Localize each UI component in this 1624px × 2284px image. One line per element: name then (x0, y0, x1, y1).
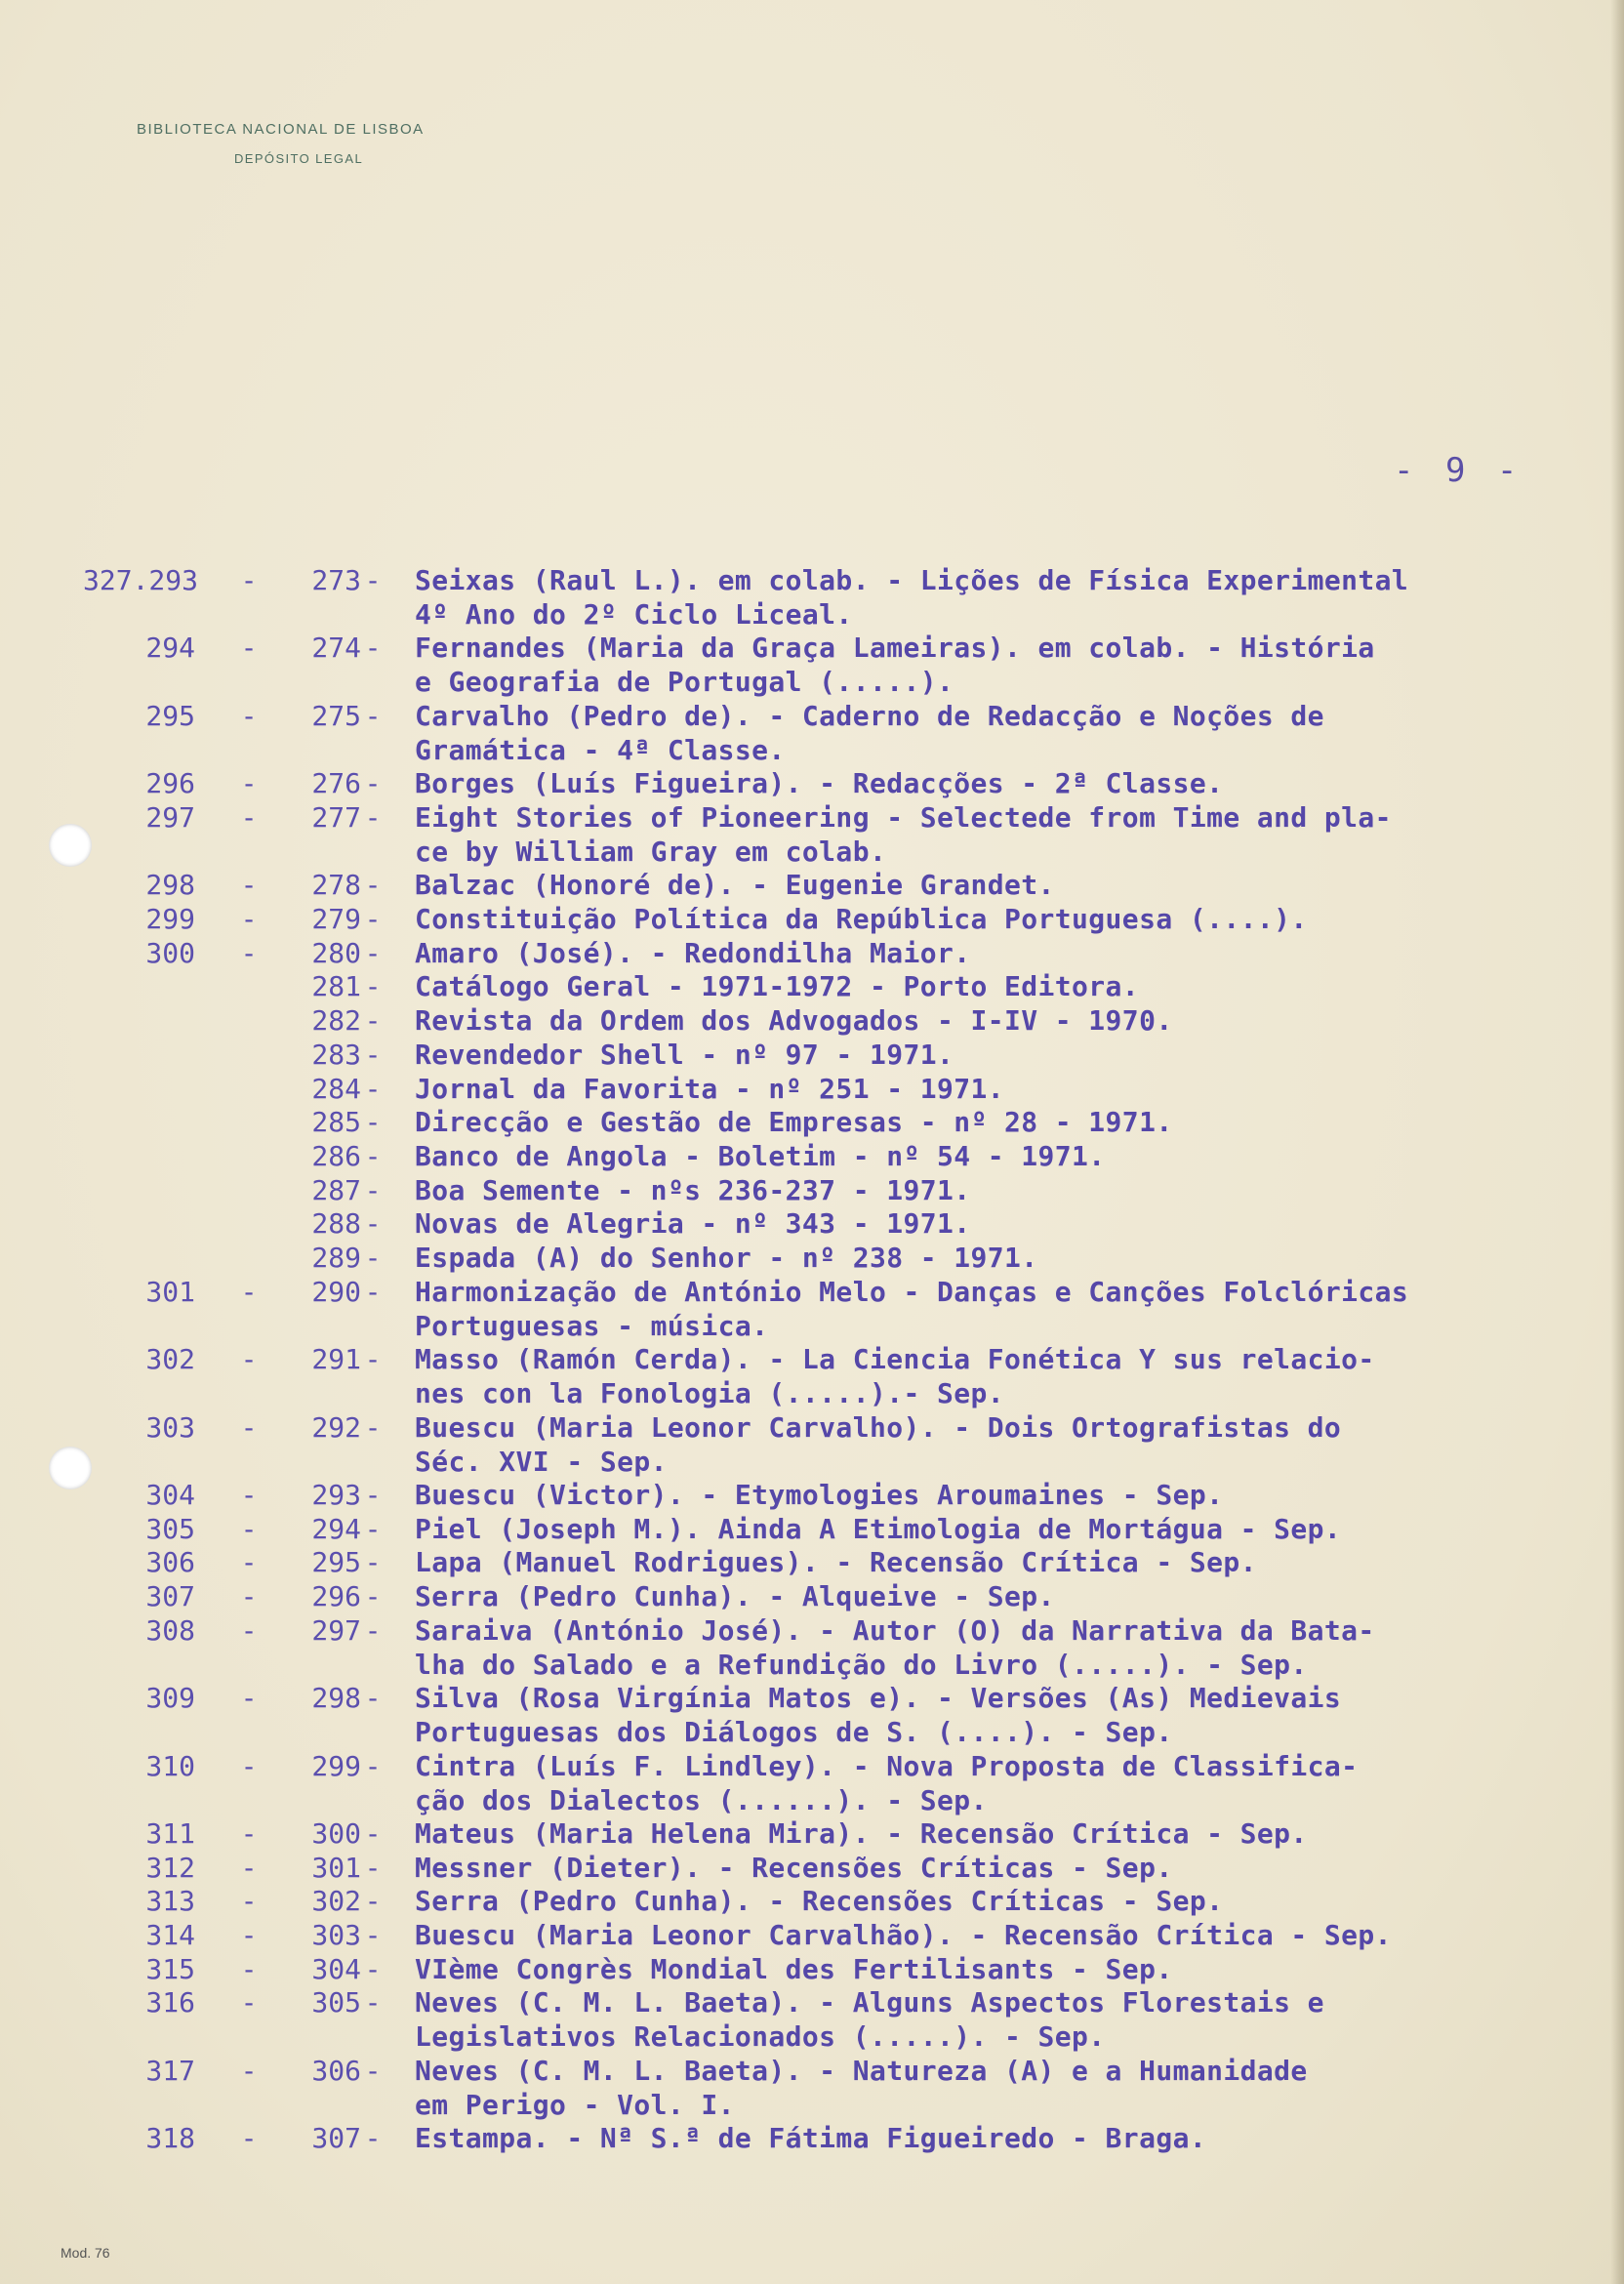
dash-separator: - (240, 1817, 258, 1850)
entry-text-line: 4º Ano do 2º Ciclo Liceal. (415, 598, 853, 631)
dash-separator: - (364, 1207, 382, 1240)
dash-separator: - (240, 1479, 258, 1511)
entry-text-line: Masso (Ramón Cerda). - La Ciencia Fonética Y sus relacio- (415, 1343, 1375, 1375)
accession-number: 311 (145, 1817, 195, 1850)
entry-text-line: lha do Salado e a Refundição do Livro (.....). - Sep. (415, 1649, 1308, 1681)
dash-separator: - (364, 869, 382, 901)
sequence-number: 290 (311, 1276, 361, 1308)
dash-separator: - (364, 970, 382, 1002)
dash-separator: - (364, 1140, 382, 1172)
accession-number: 299 (145, 903, 195, 935)
sequence-number: 299 (311, 1750, 361, 1782)
dash-separator: - (364, 1343, 382, 1375)
dash-separator: - (364, 1986, 382, 2019)
dash-separator: - (240, 700, 258, 732)
entry-text-line: Buescu (Maria Leonor Carvalho). - Dois Ortografistas do (415, 1411, 1342, 1444)
dash-separator: - (240, 2122, 258, 2154)
dash-separator: - (364, 1513, 382, 1545)
entry-text-line: Neves (C. M. L. Baeta). - Natureza (A) e a Humanidade (415, 2055, 1308, 2087)
accession-number: 300 (145, 937, 195, 969)
dash-separator: - (240, 1919, 258, 1951)
sequence-number: 283 (311, 1039, 361, 1071)
dash-separator: - (364, 1817, 382, 1850)
sequence-number: 295 (311, 1546, 361, 1578)
entry-text-line: Seixas (Raul L.). em colab. - Lições de Física Experimental (415, 564, 1409, 596)
sequence-number: 294 (311, 1513, 361, 1545)
entry-text-line: Buescu (Victor). - Etymologies Aroumaines - Sep. (415, 1479, 1224, 1511)
entry-text-line: Boa Semente - nºs 236-237 - 1971. (415, 1174, 971, 1206)
dash-separator: - (364, 1411, 382, 1444)
accession-number: 304 (145, 1479, 195, 1511)
accession-number: 296 (145, 767, 195, 799)
institution-name: BIBLIOTECA NACIONAL DE LISBOA (137, 121, 425, 138)
accession-number: 312 (145, 1852, 195, 1884)
sequence-number: 274 (311, 632, 361, 664)
entry-text-line: Messner (Dieter). - Recensões Críticas - Sep. (415, 1852, 1173, 1884)
entry-text-line: Portuguesas dos Diálogos de S. (....). - Sep. (415, 1716, 1173, 1748)
entry-text-line: Balzac (Honoré de). - Eugenie Grandet. (415, 869, 1055, 901)
dash-separator: - (364, 903, 382, 935)
accession-number: 308 (145, 1614, 195, 1647)
sequence-number: 304 (311, 1953, 361, 1985)
dash-separator: - (364, 1614, 382, 1647)
entry-text-line: Legislativos Relacionados (.....). - Sep. (415, 2020, 1106, 2053)
entry-text-line: Portuguesas - música. (415, 1310, 769, 1342)
dash-separator: - (240, 767, 258, 799)
sequence-number: 282 (311, 1004, 361, 1037)
entry-text-line: Cintra (Luís F. Lindley). - Nova Proposta de Classifica- (415, 1750, 1359, 1782)
page-number: - 9 - (1394, 451, 1523, 490)
dash-separator: - (364, 1885, 382, 1917)
sequence-number: 296 (311, 1580, 361, 1612)
entry-text-line: Lapa (Manuel Rodrigues). - Recensão Crítica - Sep. (415, 1546, 1257, 1578)
dash-separator: - (364, 1039, 382, 1071)
dash-separator: - (240, 869, 258, 901)
sequence-number: 287 (311, 1174, 361, 1206)
sequence-number: 284 (311, 1073, 361, 1105)
sequence-number: 305 (311, 1986, 361, 2019)
dash-separator: - (240, 937, 258, 969)
entry-text-line: Constituição Política da República Portuguesa (....). (415, 903, 1308, 935)
entry-text-line: nes con la Fonologia (.....).- Sep. (415, 1377, 1005, 1409)
entry-text-line: Neves (C. M. L. Baeta). - Alguns Aspectos Florestais e (415, 1986, 1324, 2019)
dash-separator: - (240, 1411, 258, 1444)
sequence-number: 276 (311, 767, 361, 799)
accession-number: 309 (145, 1682, 195, 1714)
paper-edge (1610, 0, 1624, 2284)
dash-separator: - (240, 564, 258, 596)
accession-number: 297 (145, 801, 195, 834)
accession-number: 316 (145, 1986, 195, 2019)
dash-separator: - (364, 1750, 382, 1782)
sequence-number: 286 (311, 1140, 361, 1172)
entry-text-line: Eight Stories of Pioneering - Selectede from Time and pla- (415, 801, 1392, 834)
dash-separator: - (240, 801, 258, 834)
sequence-number: 280 (311, 937, 361, 969)
dash-separator: - (364, 1242, 382, 1274)
entry-text-line: Harmonização de António Melo - Danças e Canções Folclóricas (415, 1276, 1409, 1308)
entry-text-line: Séc. XVI - Sep. (415, 1446, 668, 1478)
entry-text-line: ção dos Dialectos (......). - Sep. (415, 1784, 988, 1816)
entry-text-line: Revista da Ordem dos Advogados - I-IV - 1970. (415, 1004, 1173, 1037)
accession-number: 307 (145, 1580, 195, 1612)
accession-number: 305 (145, 1513, 195, 1545)
entry-text-line: Serra (Pedro Cunha). - Recensões Críticas - Sep. (415, 1885, 1224, 1917)
dash-separator: - (364, 700, 382, 732)
dash-separator: - (364, 1106, 382, 1138)
sequence-number: 300 (311, 1817, 361, 1850)
dash-separator: - (364, 2122, 382, 2154)
dash-separator: - (240, 1580, 258, 1612)
sequence-number: 302 (311, 1885, 361, 1917)
entry-text-line: Banco de Angola - Boletim - nº 54 - 1971. (415, 1140, 1106, 1172)
entry-text-line: Fernandes (Maria da Graça Lameiras). em colab. - História (415, 632, 1375, 664)
accession-number: 306 (145, 1546, 195, 1578)
entry-text-line: Jornal da Favorita - nº 251 - 1971. (415, 1073, 1005, 1105)
entry-text-line: em Perigo - Vol. I. (415, 2089, 735, 2121)
entry-text-line: Novas de Alegria - nº 343 - 1971. (415, 1207, 971, 1240)
entry-text-line: Carvalho (Pedro de). - Caderno de Redacção e Noções de (415, 700, 1324, 732)
entry-text-line: Mateus (Maria Helena Mira). - Recensão Crítica - Sep. (415, 1817, 1308, 1850)
accession-number: 294 (145, 632, 195, 664)
dash-separator: - (240, 2055, 258, 2087)
form-code: Mod. 76 (61, 2245, 110, 2261)
department-name: DEPÓSITO LEGAL (234, 151, 364, 166)
accession-number: 314 (145, 1919, 195, 1951)
entry-text-line: Direcção e Gestão de Empresas - nº 28 - 1971. (415, 1106, 1173, 1138)
entry-text-line: Borges (Luís Figueira). - Redacções - 2ª Classe. (415, 767, 1224, 799)
punch-hole (49, 824, 92, 867)
entry-text-line: Revendedor Shell - nº 97 - 1971. (415, 1039, 954, 1071)
dash-separator: - (364, 1276, 382, 1308)
sequence-number: 293 (311, 1479, 361, 1511)
dash-separator: - (240, 1885, 258, 1917)
accession-number: 313 (145, 1885, 195, 1917)
entry-text-line: Gramática - 4ª Classe. (415, 734, 786, 766)
dash-separator: - (364, 1953, 382, 1985)
dash-separator: - (364, 2055, 382, 2087)
accession-number: 310 (145, 1750, 195, 1782)
dash-separator: - (364, 1580, 382, 1612)
sequence-number: 306 (311, 2055, 361, 2087)
dash-separator: - (364, 801, 382, 834)
dash-separator: - (240, 1852, 258, 1884)
sequence-number: 291 (311, 1343, 361, 1375)
dash-separator: - (364, 1919, 382, 1951)
dash-separator: - (364, 564, 382, 596)
dash-separator: - (364, 1546, 382, 1578)
dash-separator: - (364, 937, 382, 969)
dash-separator: - (364, 1852, 382, 1884)
entry-text-line: ce by William Gray em colab. (415, 836, 887, 868)
entry-text-line: Espada (A) do Senhor - nº 238 - 1971. (415, 1242, 1038, 1274)
entry-text-line: VIème Congrès Mondial des Fertilisants - Sep. (415, 1953, 1173, 1985)
accession-number: 318 (145, 2122, 195, 2154)
entry-text-line: Buescu (Maria Leonor Carvalhão). - Recensão Crítica - Sep. (415, 1919, 1392, 1951)
sequence-number: 303 (311, 1919, 361, 1951)
dash-separator: - (240, 1986, 258, 2019)
dash-separator: - (240, 1276, 258, 1308)
sequence-number: 298 (311, 1682, 361, 1714)
entry-text-line: Piel (Joseph M.). Ainda A Etimologia de Mortágua - Sep. (415, 1513, 1342, 1545)
accession-number: 302 (145, 1343, 195, 1375)
entry-text-line: Serra (Pedro Cunha). - Alqueive - Sep. (415, 1580, 1055, 1612)
entry-text-line: Silva (Rosa Virgínia Matos e). - Versões (As) Medievais (415, 1682, 1342, 1714)
accession-number: 303 (145, 1411, 195, 1444)
dash-separator: - (240, 1750, 258, 1782)
dash-separator: - (240, 1614, 258, 1647)
entry-text-line: Estampa. - Nª S.ª de Fátima Figueiredo - Braga. (415, 2122, 1207, 2154)
dash-separator: - (240, 1546, 258, 1578)
accession-number: 327.293 (83, 564, 199, 596)
sequence-number: 279 (311, 903, 361, 935)
sequence-number: 275 (311, 700, 361, 732)
dash-separator: - (240, 1953, 258, 1985)
dash-separator: - (364, 1174, 382, 1206)
dash-separator: - (364, 1073, 382, 1105)
entry-text-line: e Geografia de Portugal (.....). (415, 666, 954, 698)
accession-number: 301 (145, 1276, 195, 1308)
entry-text-line: Catálogo Geral - 1971-1972 - Porto Editora. (415, 970, 1140, 1002)
sequence-number: 297 (311, 1614, 361, 1647)
sequence-number: 289 (311, 1242, 361, 1274)
dash-separator: - (240, 1343, 258, 1375)
dash-separator: - (240, 1682, 258, 1714)
sequence-number: 301 (311, 1852, 361, 1884)
entry-text-line: Saraiva (António José). - Autor (O) da Narrativa da Bata- (415, 1614, 1375, 1647)
dash-separator: - (240, 632, 258, 664)
sequence-number: 273 (311, 564, 361, 596)
entry-text-line: Amaro (José). - Redondilha Maior. (415, 937, 971, 969)
sequence-number: 281 (311, 970, 361, 1002)
dash-separator: - (364, 767, 382, 799)
dash-separator: - (364, 1479, 382, 1511)
library-stamp (137, 121, 425, 166)
dash-separator: - (240, 903, 258, 935)
sequence-number: 288 (311, 1207, 361, 1240)
accession-number: 295 (145, 700, 195, 732)
accession-number: 298 (145, 869, 195, 901)
punch-hole (49, 1447, 92, 1489)
dash-separator: - (240, 1513, 258, 1545)
sequence-number: 292 (311, 1411, 361, 1444)
dash-separator: - (364, 1682, 382, 1714)
dash-separator: - (364, 632, 382, 664)
dash-separator: - (364, 1004, 382, 1037)
accession-number: 315 (145, 1953, 195, 1985)
sequence-number: 285 (311, 1106, 361, 1138)
sequence-number: 307 (311, 2122, 361, 2154)
sequence-number: 278 (311, 869, 361, 901)
accession-number: 317 (145, 2055, 195, 2087)
sequence-number: 277 (311, 801, 361, 834)
